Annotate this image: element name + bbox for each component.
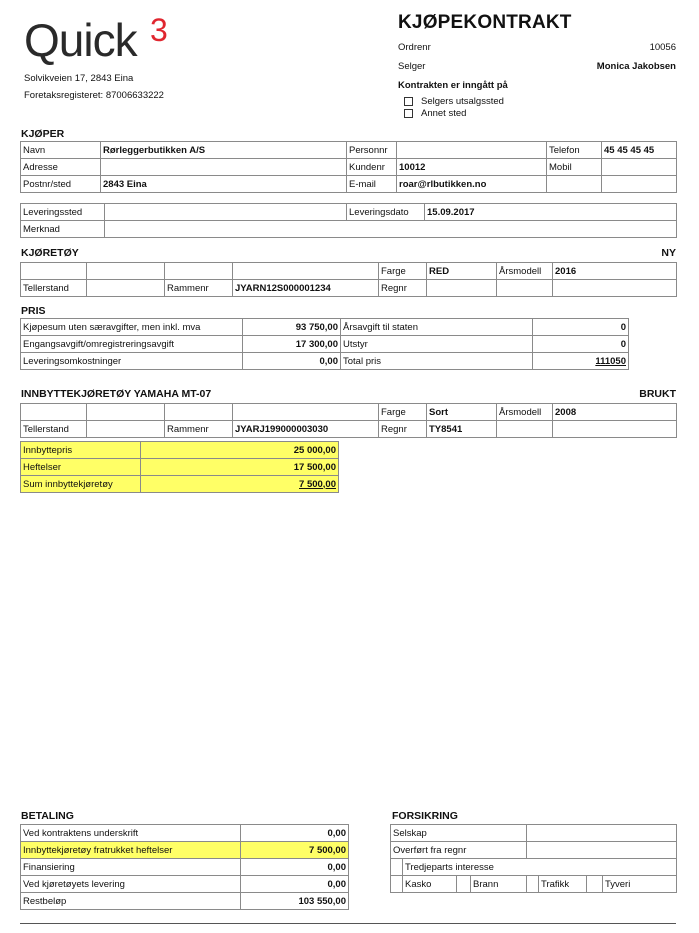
regnr-value xyxy=(427,280,497,297)
kasko-label: Kasko xyxy=(403,876,457,893)
trafikk-checkbox[interactable] xyxy=(527,876,539,893)
farge-label: Farge xyxy=(379,263,427,280)
price-value: 93 750,00 xyxy=(243,319,341,336)
tellerstand-label: Tellerstand xyxy=(21,280,87,297)
telefon-value: 45 45 45 45 xyxy=(602,142,677,159)
arsmodell-value: 2016 xyxy=(553,263,677,280)
price-table xyxy=(20,318,629,370)
empty-cell xyxy=(553,421,677,438)
payment-label: Ved kjøretøyets levering xyxy=(21,876,241,893)
telefon-label: Telefon xyxy=(547,142,602,159)
leveringssted-value xyxy=(105,204,347,221)
empty-cell xyxy=(497,421,553,438)
price-value: 0 xyxy=(533,319,629,336)
total-price-value: 111050 xyxy=(533,353,629,370)
empty-cell xyxy=(165,404,233,421)
rammenr-label: Rammenr xyxy=(165,280,233,297)
company-logo xyxy=(24,14,184,66)
empty-cell xyxy=(547,176,602,193)
overfort-label: Overført fra regnr xyxy=(391,842,527,859)
tyveri-label: Tyveri xyxy=(603,876,677,893)
option-label: Annet sted xyxy=(421,108,467,119)
payment-label: Finansiering xyxy=(21,859,241,876)
arsmodell-value: 2008 xyxy=(553,404,677,421)
restbelop-value: 103 550,00 xyxy=(241,893,349,910)
empty-cell xyxy=(602,176,677,193)
ordrenr-label: Ordrenr xyxy=(398,42,431,53)
rammenr-value: JYARN12S000001234 xyxy=(233,280,379,297)
summary-value: 25 000,00 xyxy=(141,442,339,459)
price-label: Utstyr xyxy=(341,336,533,353)
payment-table xyxy=(20,824,349,910)
kundenr-label: Kundenr xyxy=(347,159,397,176)
navn-value: Rørleggerbutikken A/S xyxy=(101,142,347,159)
payment-label: Restbeløp xyxy=(21,893,241,910)
payment-section-title: BETALING xyxy=(21,810,74,822)
price-value: 0,00 xyxy=(243,353,341,370)
summary-label: Sum innbyttekjøretøy xyxy=(21,476,141,493)
kasko-checkbox[interactable] xyxy=(391,876,403,893)
option-annet-sted[interactable] xyxy=(404,108,466,119)
farge-value: RED xyxy=(427,263,497,280)
payment-value: 0,00 xyxy=(241,876,349,893)
payment-value: 7 500,00 xyxy=(241,842,349,859)
leveringsdato-value: 15.09.2017 xyxy=(425,204,677,221)
empty-cell xyxy=(553,280,677,297)
checkbox-icon[interactable] xyxy=(404,97,413,106)
empty-cell xyxy=(165,263,233,280)
checkbox-icon[interactable] xyxy=(404,109,413,118)
delivery-table xyxy=(20,203,677,238)
regnr-value: TY8541 xyxy=(427,421,497,438)
merknad-label: Merknad xyxy=(21,221,105,238)
tradein-section-title: INNBYTTEKJØRETØY YAMAHA MT-07 xyxy=(21,388,212,400)
payment-label: Innbyttekjøretøy fratrukket heftelser xyxy=(21,842,241,859)
arsmodell-label: Årsmodell xyxy=(497,404,553,421)
trafikk-label: Trafikk xyxy=(539,876,587,893)
ordrenr-value: 10056 xyxy=(649,42,676,53)
mobil-value xyxy=(602,159,677,176)
contract-place-label: Kontrakten er inngått på xyxy=(398,80,508,91)
price-label: Kjøpesum uten særavgifter, men inkl. mva xyxy=(21,319,243,336)
vehicle-table xyxy=(20,262,677,297)
vehicle-section-title: KJØRETØY xyxy=(21,247,79,259)
tellerstand-value xyxy=(87,280,165,297)
option-selgers-utsalgssted[interactable] xyxy=(404,96,504,107)
tellerstand-label: Tellerstand xyxy=(21,421,87,438)
brann-label: Brann xyxy=(471,876,527,893)
price-value: 17 300,00 xyxy=(243,336,341,353)
price-label: Engangsavgift/omregistreringsavgift xyxy=(21,336,243,353)
selskap-label: Selskap xyxy=(391,825,527,842)
empty-cell xyxy=(87,404,165,421)
summary-value: 17 500,00 xyxy=(141,459,339,476)
leveringsdato-label: Leveringsdato xyxy=(347,204,425,221)
page-title: KJØPEKONTRAKT xyxy=(398,12,572,33)
insurance-section-title: FORSIKRING xyxy=(392,810,458,822)
rammenr-label: Rammenr xyxy=(165,421,233,438)
tredjeparts-label: Tredjeparts interesse xyxy=(403,859,677,876)
price-value: 0 xyxy=(533,336,629,353)
tellerstand-value xyxy=(87,421,165,438)
payment-value: 0,00 xyxy=(241,825,349,842)
tradein-summary-table xyxy=(20,441,339,493)
price-label: Leveringsomkostninger xyxy=(21,353,243,370)
personnr-value xyxy=(397,142,547,159)
buyer-section-title: KJØPER xyxy=(21,128,65,140)
company-address: Solvikveien 17, 2843 Eina xyxy=(24,73,134,84)
personnr-label: Personnr xyxy=(347,142,397,159)
empty-cell xyxy=(21,263,87,280)
rammenr-value: JYARJ199000003030 xyxy=(233,421,379,438)
summary-label: Heftelser xyxy=(21,459,141,476)
selger-label: Selger xyxy=(398,61,426,72)
farge-value: Sort xyxy=(427,404,497,421)
brann-checkbox[interactable] xyxy=(457,876,471,893)
vehicle-condition: NY xyxy=(661,247,676,259)
postnr-label: Postnr/sted xyxy=(21,176,101,193)
footer-divider xyxy=(20,923,676,924)
empty-cell xyxy=(233,263,379,280)
leveringssted-label: Leveringssted xyxy=(21,204,105,221)
adresse-label: Adresse xyxy=(21,159,101,176)
selger-value: Monica Jakobsen xyxy=(596,61,676,72)
merknad-value xyxy=(105,221,677,238)
empty-cell xyxy=(497,280,553,297)
option-label: Selgers utsalgssted xyxy=(421,96,504,107)
tredjeparts-checkbox[interactable] xyxy=(391,859,403,876)
arsmodell-label: Årsmodell xyxy=(497,263,553,280)
insurance-table xyxy=(390,824,677,893)
empty-cell xyxy=(87,263,165,280)
summary-label: Innbyttepris xyxy=(21,442,141,459)
selskap-value xyxy=(527,825,677,842)
logo-wordmark: Quick xyxy=(24,14,137,66)
email-label: E-mail xyxy=(347,176,397,193)
regnr-label: Regnr xyxy=(379,280,427,297)
regnr-label: Regnr xyxy=(379,421,427,438)
payment-value: 0,00 xyxy=(241,859,349,876)
empty-cell xyxy=(233,404,379,421)
empty-cell xyxy=(21,404,87,421)
total-price-label: Total pris xyxy=(341,353,533,370)
tradein-table xyxy=(20,403,677,438)
kundenr-value: 10012 xyxy=(397,159,547,176)
logo-number: 3 xyxy=(150,12,168,48)
mobil-label: Mobil xyxy=(547,159,602,176)
price-label: Årsavgift til staten xyxy=(341,319,533,336)
navn-label: Navn xyxy=(21,142,101,159)
company-register: Foretaksregisteret: 87006633222 xyxy=(24,90,164,101)
price-section-title: PRIS xyxy=(21,305,46,317)
payment-label: Ved kontraktens underskrift xyxy=(21,825,241,842)
tyveri-checkbox[interactable] xyxy=(587,876,603,893)
buyer-table xyxy=(20,141,677,193)
email-value: roar@rlbutikken.no xyxy=(397,176,547,193)
summary-total-value: 7 500,00 xyxy=(141,476,339,493)
tradein-condition: BRUKT xyxy=(639,388,676,400)
postnr-value: 2843 Eina xyxy=(101,176,347,193)
farge-label: Farge xyxy=(379,404,427,421)
adresse-value xyxy=(101,159,347,176)
overfort-value xyxy=(527,842,677,859)
